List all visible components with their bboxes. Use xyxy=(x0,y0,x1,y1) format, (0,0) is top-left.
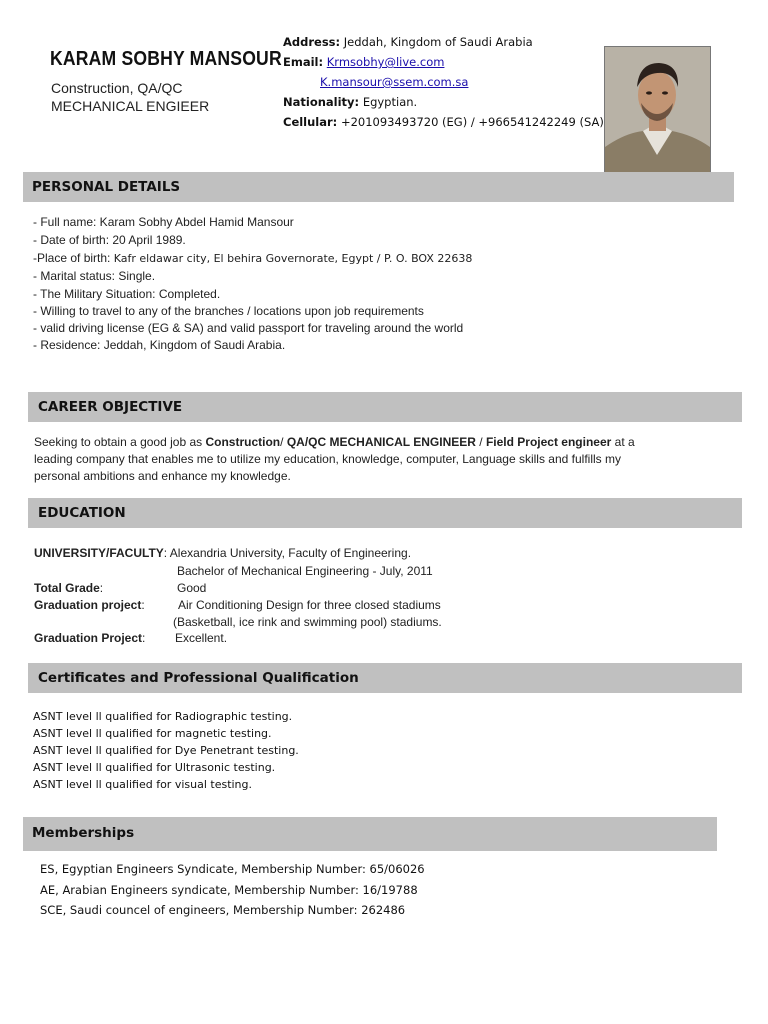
education-degree: Bachelor of Mechanical Engineering - July, 2011 xyxy=(177,564,433,578)
pob-value: Kafr eldawar city, El behira Governorate, Egypt / P. O. BOX 22638 xyxy=(113,252,473,265)
email-link-primary[interactable]: Krmsobhy@live.com xyxy=(326,55,445,69)
cellular-value: +201093493720 (EG) / +966541242249 (SA) xyxy=(340,115,604,129)
certificate-item: ASNT level ll qualified for Ultrasonic testing. xyxy=(33,761,276,774)
profile-photo-drawing xyxy=(605,47,710,173)
objective-bold-field: Field Project engineer xyxy=(485,435,612,449)
personal-residence: - Residence: Jeddah, Kingdom of Saudi Arabia. xyxy=(33,338,286,352)
section-career-objective: CAREER OBJECTIVE xyxy=(28,392,742,422)
objective-line-2: leading company that enables me to utilize my education, knowledge, computer, Language skills and fulfills my xyxy=(34,452,621,466)
project-label-text: Graduation project xyxy=(34,598,142,612)
membership-item: SCE, Saudi councel of engineers, Membership Number: 262486 xyxy=(40,903,406,917)
certificate-item: ASNT level ll qualified for Dye Penetrant testing. xyxy=(33,744,299,757)
objective-bold-construction: Construction xyxy=(205,435,281,449)
email-link-secondary[interactable]: K.mansour@ssem.com.sa xyxy=(320,75,469,89)
certificate-item: ASNT level ll qualified for Radiographic testing. xyxy=(33,710,293,723)
project-grade-label-text: Graduation Project xyxy=(34,631,143,645)
nationality-line xyxy=(283,95,417,109)
project-label xyxy=(34,598,145,612)
grade-colon: : xyxy=(99,581,104,595)
job-title-line1: Construction, QA/QC xyxy=(51,80,183,96)
profile-photo xyxy=(604,46,711,174)
objective-line-1 xyxy=(34,435,635,449)
objective-line-3: personal ambitions and enhance my knowledge. xyxy=(34,469,291,483)
cellular-label: Cellular: xyxy=(283,115,338,129)
grade-value: Good xyxy=(177,581,207,595)
personal-travel: - Willing to travel to any of the branches / locations upon job requirements xyxy=(33,304,424,318)
address-value: Jeddah, Kingdom of Saudi Arabia xyxy=(343,35,533,49)
certificate-item: ASNT level ll qualified for visual testing. xyxy=(33,778,253,791)
membership-item: AE, Arabian Engineers syndicate, Membership Number: 16/19788 xyxy=(40,883,418,897)
university-label: UNIVERSITY/FACULTY xyxy=(34,546,164,560)
objective-text: / xyxy=(475,435,486,449)
pob-label: -Place of birth: xyxy=(33,251,114,265)
email-line xyxy=(283,55,444,69)
project-grade-colon: : xyxy=(142,631,146,645)
section-certificates: Certificates and Professional Qualification xyxy=(28,663,742,693)
email-label: Email: xyxy=(283,55,324,69)
personal-full-name: - Full name: Karam Sobhy Abdel Hamid Mansour xyxy=(33,215,294,229)
email-line-2 xyxy=(320,75,468,89)
project-grade-label xyxy=(34,631,145,645)
project-value: Air Conditioning Design for three closed stadiums xyxy=(178,598,441,612)
personal-dob: - Date of birth: 20 April 1989. xyxy=(33,233,186,247)
grade-label xyxy=(34,581,103,595)
project-colon: : xyxy=(141,598,145,612)
section-memberships: Memberships xyxy=(23,817,717,851)
membership-item: ES, Egyptian Engineers Syndicate, Membership Number: 65/06026 xyxy=(40,862,425,876)
job-title-line2: MECHANICAL ENGIEER xyxy=(51,98,210,114)
university-value: : Alexandria University, Faculty of Engineering. xyxy=(163,546,412,560)
personal-military: - The Military Situation: Completed. xyxy=(33,287,221,301)
objective-text: at a xyxy=(611,435,635,449)
certificate-item: ASNT level ll qualified for magnetic testing. xyxy=(33,727,272,740)
personal-license: - valid driving license (EG & SA) and valid passport for traveling around the world xyxy=(33,321,464,335)
candidate-name: KARAM SOBHY MANSOUR xyxy=(50,48,282,70)
grade-label-text: Total Grade xyxy=(34,581,100,595)
address-label: Address: xyxy=(283,35,341,49)
objective-bold-qaqc: QA/QC MECHANICAL ENGINEER xyxy=(286,435,476,449)
nationality-value: Egyptian. xyxy=(362,95,418,109)
personal-place-of-birth xyxy=(33,251,472,265)
personal-marital: - Marital status: Single. xyxy=(33,269,156,283)
objective-text: Seeking to obtain a good job as xyxy=(34,435,206,449)
objective-text: / xyxy=(280,435,287,449)
project-grade-value: Excellent. xyxy=(175,631,228,645)
cellular-line xyxy=(283,115,604,129)
nationality-label: Nationality: xyxy=(283,95,360,109)
project-value-2: (Basketball, ice rink and swimming pool) stadiums. xyxy=(173,615,442,629)
education-university xyxy=(34,546,411,560)
section-personal-details: PERSONAL DETAILS xyxy=(23,172,734,202)
section-education: EDUCATION xyxy=(28,498,742,528)
address-line xyxy=(283,35,533,49)
